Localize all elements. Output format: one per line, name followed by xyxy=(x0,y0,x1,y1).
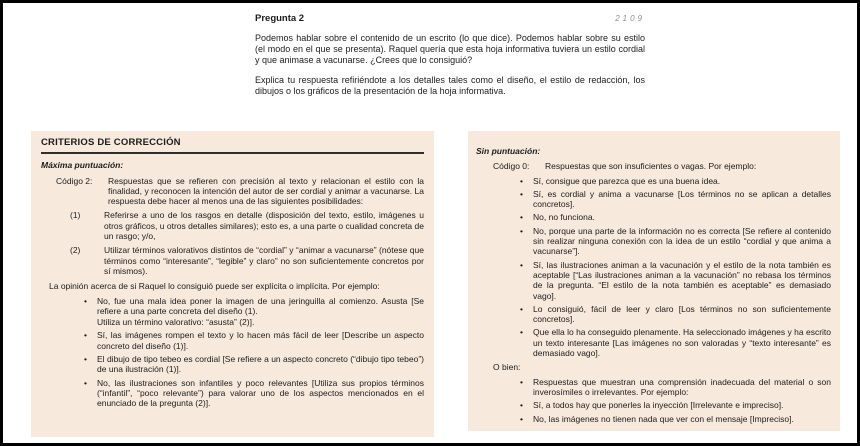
no-score-label: Sin puntuación: xyxy=(476,146,541,156)
example-bullet xyxy=(84,296,424,328)
question-paragraph: Podemos hablar sobre el contenido de un escrito (lo que dice). Podemos hablar sobre su estilo (el modo en el que se presenta). Raquel quería que esta hoja informativa tuviera un estilo cordial y que animase a vacunarse. ¿Crees que lo consiguió? xyxy=(255,33,645,65)
example-bullet xyxy=(520,189,831,210)
example-bullet xyxy=(520,327,831,358)
example-bullet xyxy=(520,176,831,186)
example-bullet xyxy=(84,354,424,375)
bullet-icon: • xyxy=(84,295,87,306)
numbered-item xyxy=(70,210,424,241)
numbered-item-number: (1) xyxy=(70,210,81,221)
question-code-number: 2109 xyxy=(615,14,645,23)
example-bullet xyxy=(84,378,424,409)
max-score-label: Máxima puntuación: xyxy=(41,160,124,171)
bullet-text: El dibujo de tipo tebeo es cordial [Se refiere a un aspecto concreto (“dibujo tipo tebeo”) de una ilustración (1)]. xyxy=(97,354,424,375)
example-bullet xyxy=(520,400,831,410)
code0-row xyxy=(493,161,831,171)
bullet-text: Sí, es cordial y anima a vacunarse [Los términos no se aplican a detalles concretos]. xyxy=(533,188,831,210)
example-bullet xyxy=(520,377,831,398)
example-bullet xyxy=(520,304,831,325)
code0-description: Respuestas que son insuficientes o vagas. Por ejemplo: xyxy=(545,161,757,172)
bullet-text: Sí, consigue que parezca que es una buena idea. xyxy=(533,175,721,186)
bullet-icon: • xyxy=(520,327,523,338)
numbered-item xyxy=(70,245,424,276)
criteria-box-no-credit xyxy=(468,131,840,431)
bullet-icon: • xyxy=(520,259,523,270)
bullet-text: Respuestas que muestran una comprensión inadecuada del material o son inverosímiles o irrelevantes. Por ejemplo: xyxy=(533,376,831,397)
bullet-text: Lo consiguió, fácil de leer y claro [Los términos no son suficientemente concretos]. xyxy=(533,303,831,325)
bullet-text: No, las ilustraciones son infantiles y poco relevantes [Utiliza sus propios términos (“infantil”, “poco relevante”) para valorar uno de los aspectos mencionados en el enunciado de la pregunta (2)]. xyxy=(97,377,424,409)
bullet-icon: • xyxy=(84,377,87,388)
numbered-item-number: (2) xyxy=(70,245,81,256)
bullet-icon: • xyxy=(84,330,87,341)
question-block xyxy=(255,13,645,97)
question-instruction-paragraph: Explica tu respuesta refiriéndote a los detalles tales como el diseño, el estilo de redacción, los dibujos o los gráficos de la presentación de la hoja informativa. xyxy=(255,75,645,96)
example-bullet xyxy=(520,414,831,424)
bullet-text: No, porque una parte de la información no es correcta [Se refiere al contenido sin realizar ninguna conexión con la idea de un estilo “cordial y que anima a vacunarse”]. xyxy=(533,225,831,257)
bullet-text: Sí, las ilustraciones animan a la vacunación y el estilo de la nota también es aceptable [“Las ilustraciones animan a la vacunación” no rebasa los términos de la pregunta. “El estilo de la nota también es aceptable” es demasiado vago]. xyxy=(533,259,831,301)
bullet-line: Utiliza un término valorativo: “asusta” (2)]. xyxy=(97,317,255,328)
bullet-icon: • xyxy=(520,212,523,223)
numbered-item-text: Referirse a uno de los rasgos en detalle (disposición del texto, estilo, imágenes u otros gráficos, u otros detalles similares); esto es, a una parte o cualidad concreta de un rasgo; y/o, xyxy=(104,210,424,242)
question-header xyxy=(255,13,645,24)
bullet-line: No, fue una mala idea poner la imagen de una jeringuilla al comienzo. Asusta [Se refiere a una parte concreta del diseño (1). xyxy=(97,295,424,316)
bullet-icon: • xyxy=(520,175,523,186)
numbered-item-text: Utilizar términos valorativos distintos de “cordial” y “animar a vacunarse” (nótese que términos como “interesante”, “legible” y claro” no son suficientemente concretos por sí mismos). xyxy=(104,245,424,276)
bullet-text: Sí, a todos hay que ponerles la inyección [Irrelevante e impreciso]. xyxy=(533,400,784,411)
bullet-icon: • xyxy=(520,303,523,314)
code2-label: Código 2: xyxy=(56,175,93,186)
bullet-text: No, las imágenes no tienen nada que ver con el mensaje [Impreciso]. xyxy=(533,413,794,424)
criteria-box-full-credit xyxy=(31,131,434,437)
bullet-text xyxy=(97,296,424,328)
bullet-text: No, no funciona. xyxy=(533,212,595,223)
bullet-icon: • xyxy=(84,354,87,365)
opinion-paragraph: La opinión acerca de si Raquel lo consiguió puede ser explícita o implícita. Por ejemplo: xyxy=(49,281,380,292)
bullet-icon: • xyxy=(520,376,523,387)
example-bullet xyxy=(520,260,831,301)
bullet-icon: • xyxy=(520,225,523,236)
example-bullet xyxy=(84,330,424,351)
bullet-icon: • xyxy=(520,188,523,199)
bullet-text: Que ella lo ha conseguido plenamente. Ha seleccionado imágenes y ha escrito un texto interesante [Las imágenes no son valoradas y “texto interesante” es demasiado vago]. xyxy=(533,327,831,359)
bullet-text: Sí, las imágenes rompen el texto y lo hacen más fácil de leer [Describe un aspecto concreto del diseño (1)]. xyxy=(97,330,424,351)
or-else-label: O bien: xyxy=(493,362,521,373)
code2-row xyxy=(56,176,424,207)
question-title: Pregunta 2 xyxy=(255,13,305,24)
criteria-box-header: CRITERIOS DE CORRECCIÓN xyxy=(41,138,424,154)
code2-description: Respuestas que se refieren con precisión al texto y relacionan el estilo con la finalidad, y reconocen la intención del autor de ser cordial y animar a vacunarse. La respuesta debe hacer al menos una de las siguientes posibilidades: xyxy=(108,175,424,207)
example-bullet xyxy=(520,212,831,222)
bullet-icon: • xyxy=(520,413,523,424)
code0-label: Código 0: xyxy=(493,161,530,172)
bullet-icon: • xyxy=(520,400,523,411)
example-bullet xyxy=(520,226,831,257)
